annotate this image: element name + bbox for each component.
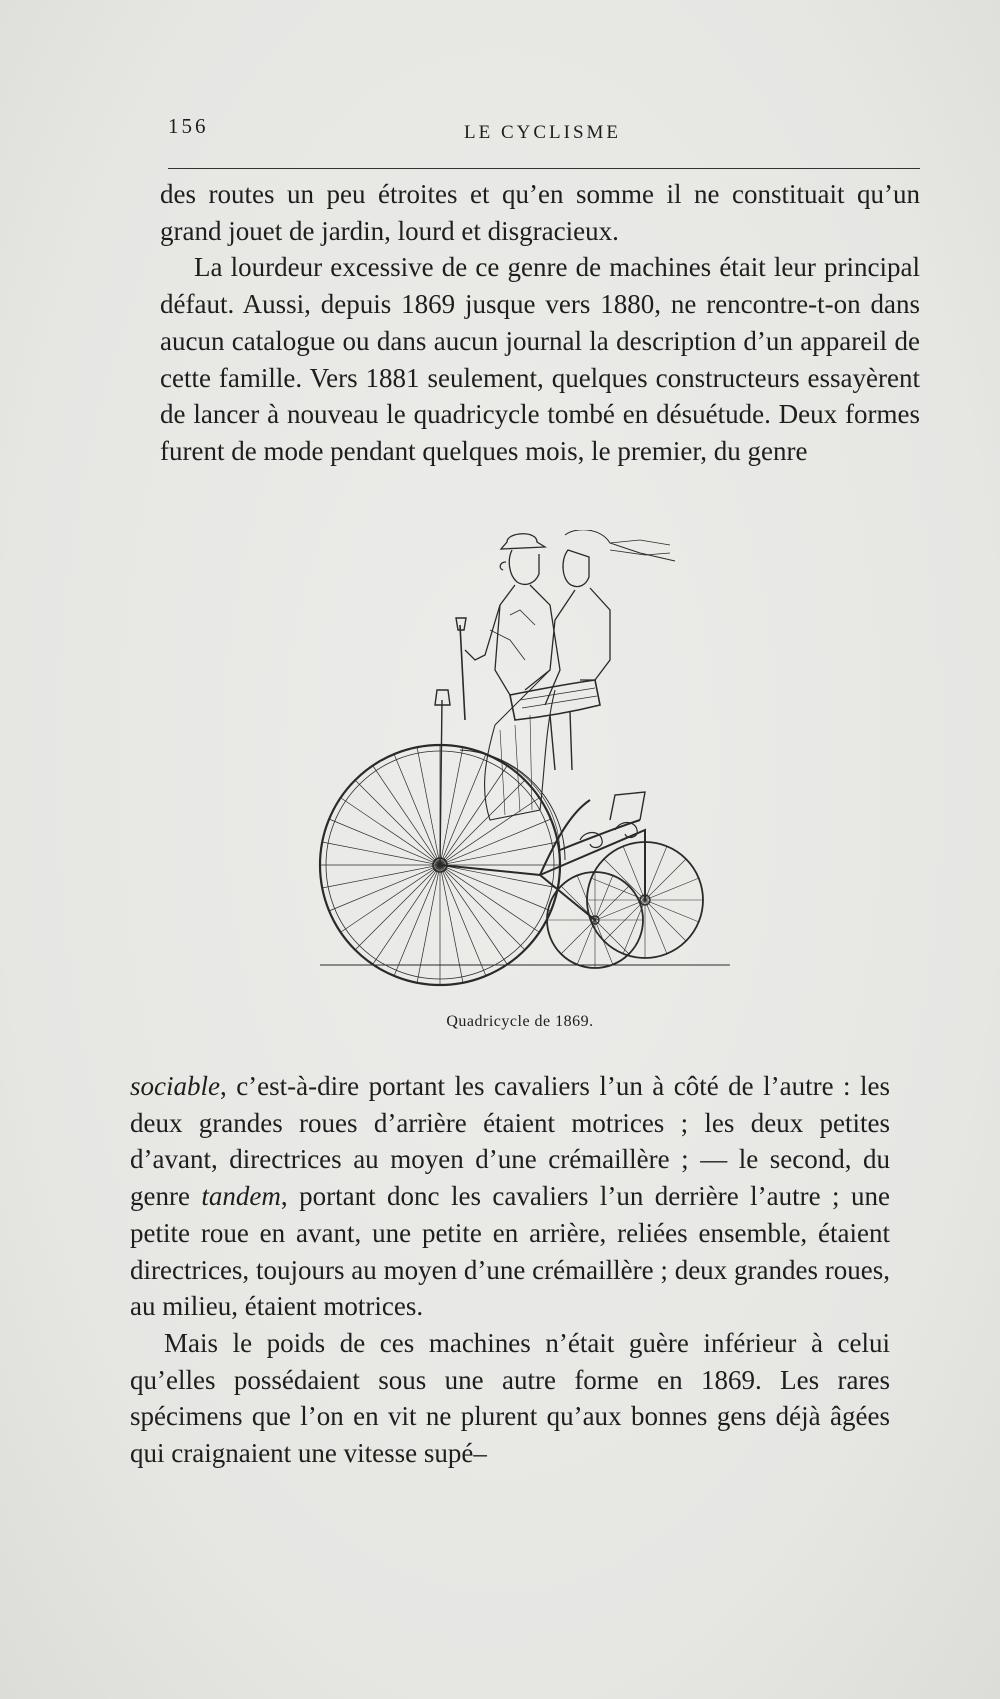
paragraph-continuation: des routes un peu étroites et qu’en somme il ne constituait qu’un grand jouet de jardin, lourd et disgracieux. — [160, 179, 920, 246]
woman-figure — [485, 530, 675, 820]
running-head — [168, 108, 920, 148]
figure-caption: Quadricycle de 1869. — [446, 1013, 594, 1030]
paragraph-sociable-part2: , portant donc les cavaliers l’un derrière l’autre ; une petite roue en avant, une petite en arrière, reliées ensemble, étaient directrices, toujours au moyen d’une crémaillère ; deux grandes roues, au milieu, étaient motrices. — [130, 1181, 890, 1322]
header-rule — [168, 168, 920, 169]
quadricycle-engraving — [310, 530, 730, 1000]
man-figure — [465, 534, 560, 705]
quadricycle-illustration — [310, 530, 730, 1000]
italic-sociable: sociable — [130, 1071, 220, 1101]
page-number: 156 — [168, 114, 209, 138]
running-title: LE CYCLISME — [464, 122, 622, 143]
paragraph-lourdeur: La lourdeur excessive de ce genre de machines était leur principal défaut. Aussi, depuis 1869 jusque vers 1880, ne rencontre-t-on dans aucun catalogue ou dans aucun journal la description d’un appareil de cette famille. Vers 1881 seulement, quelques constructeurs essayèrent de lancer à nouveau le quadricycle tombé en désuétude. Deux formes furent de mode pendant quelques mois, le premier, du genre — [160, 252, 920, 466]
body-text-bottom — [130, 1068, 890, 1472]
body-text-top — [160, 176, 920, 470]
paragraph-sociable-part1: , c’est-à-dire portant les cavaliers l’un à côté de l’autre : les deux grandes roues d’arrière étaient motrices ; les deux petites d’avant, directrices au moyen d’une crémaillère ; — le second, du genre — [130, 1071, 890, 1212]
paragraph-poids: Mais le poids de ces machines n’était guère inférieur à celui qu’elles possédaient sous une autre forme en 1869. Les rares spécimens que l’on en vit ne plurent qu’aux bonnes gens déjà âgées qui craignaient une vitesse supé– — [130, 1327, 890, 1469]
paragraph-sociable — [130, 1068, 890, 1325]
italic-tandem: tandem — [201, 1181, 281, 1212]
seat — [510, 680, 600, 770]
